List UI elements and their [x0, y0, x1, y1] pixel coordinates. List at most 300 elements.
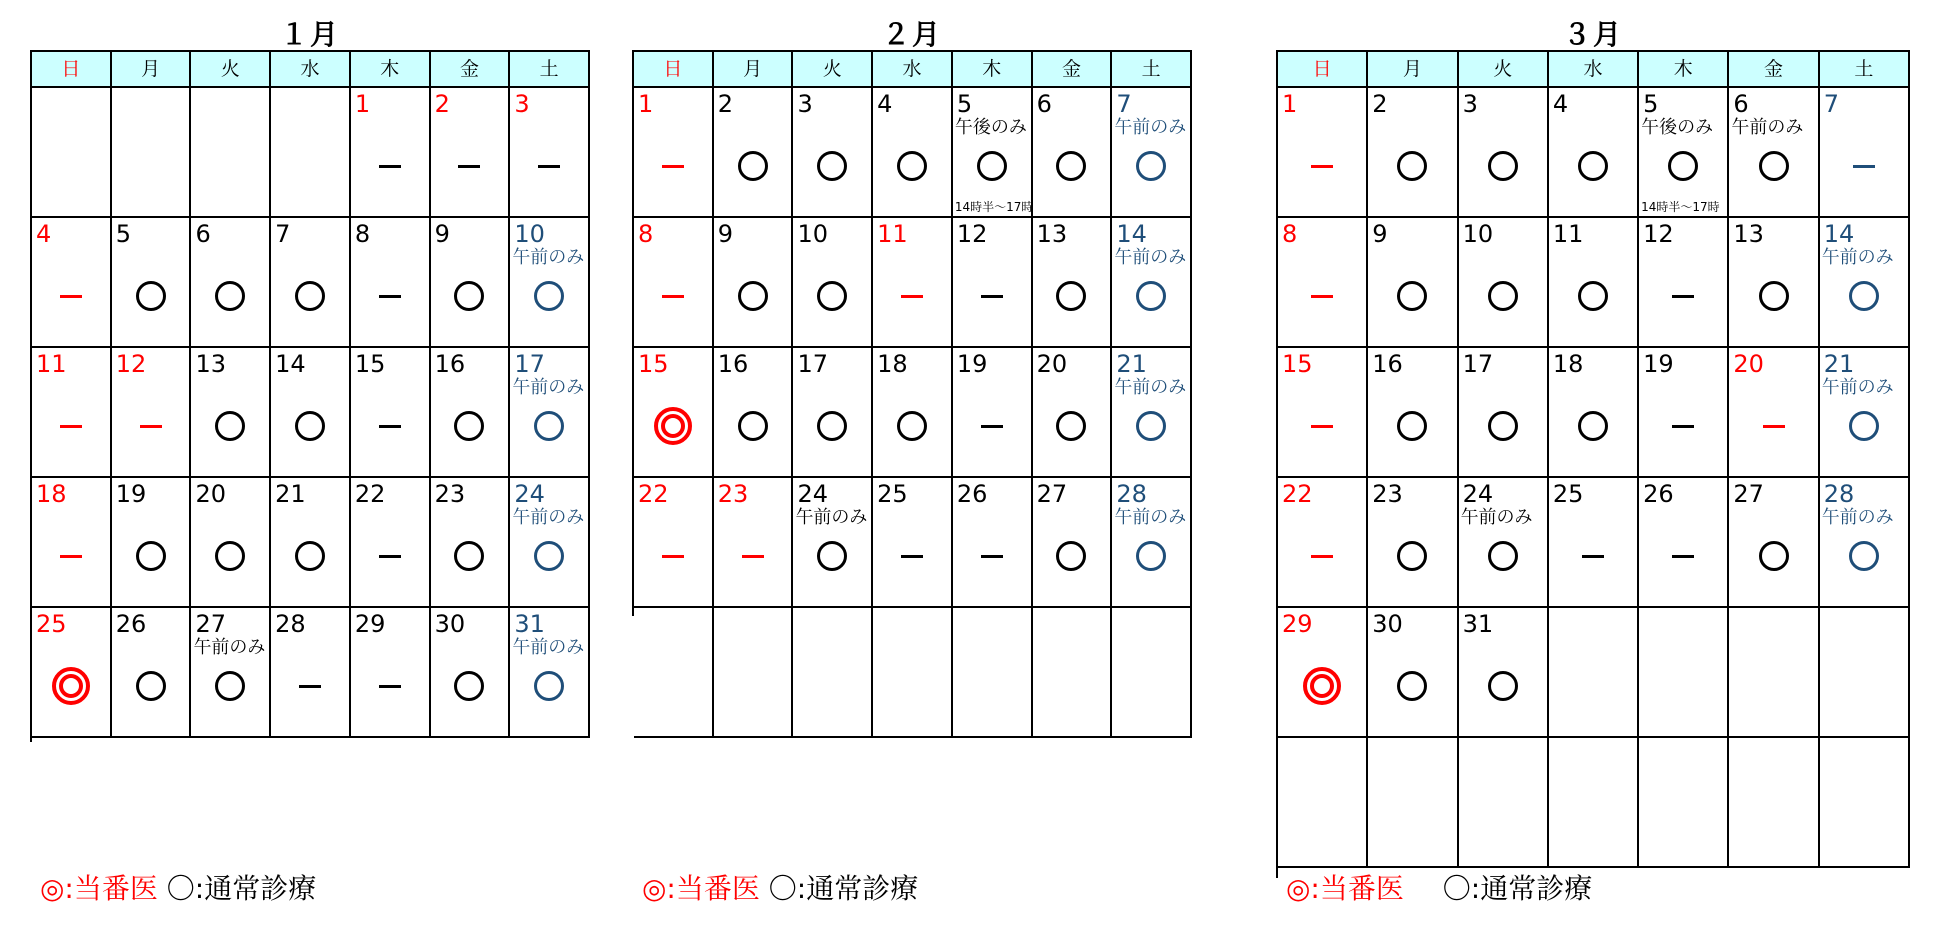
closed-mark: [351, 146, 429, 186]
legend-duty-doctor: ◎:当番医: [1286, 872, 1404, 905]
day-number: 4: [36, 220, 52, 248]
closed-mark: [1639, 276, 1727, 316]
normal-clinic-mark: [271, 276, 349, 316]
day-cell: [953, 218, 1033, 346]
closed-mark: [1639, 536, 1727, 576]
day-cell: [634, 478, 714, 606]
normal-clinic-mark: [1033, 536, 1111, 576]
day-number: 29: [1282, 610, 1313, 638]
mark-icon: [1397, 281, 1427, 311]
day-number: 18: [36, 480, 67, 508]
empty-cell: [1549, 608, 1639, 736]
normal-clinic-mark: [1459, 406, 1547, 446]
day-number: 27: [195, 610, 226, 638]
day-number: 12: [956, 220, 988, 248]
mark-icon: [215, 541, 245, 571]
normal-clinic-mark: [191, 276, 269, 316]
mark-icon: [1488, 411, 1518, 441]
day-number: 16: [434, 350, 466, 378]
day-cell: [32, 608, 112, 736]
mark-icon: [738, 151, 768, 181]
mark-icon: [817, 411, 847, 441]
day-number: 2: [434, 90, 450, 118]
day-number: 6: [1733, 90, 1749, 118]
day-cell: [1549, 88, 1639, 216]
normal-clinic-mark: [191, 666, 269, 706]
calendar-february: [632, 20, 1192, 616]
day-number: 18: [877, 350, 908, 378]
weekday-label: 月: [714, 52, 794, 86]
week-row: [32, 478, 590, 608]
weekday-label: 木: [1639, 52, 1729, 86]
day-cell: [431, 348, 511, 476]
normal-clinic-mark: [1368, 276, 1456, 316]
day-number: 2: [1372, 90, 1388, 118]
day-cell: [873, 218, 953, 346]
day-number: 31: [1462, 610, 1494, 638]
mark-icon: [1849, 541, 1879, 571]
empty-cell: [1820, 608, 1910, 736]
mark-icon: [1668, 151, 1698, 181]
day-number: 24: [514, 480, 545, 508]
closed-mark: [634, 536, 712, 576]
day-cell: [714, 348, 794, 476]
empty-cell: [714, 608, 794, 736]
calendar-march: [1276, 20, 1910, 878]
day-number: 19: [115, 480, 147, 508]
mark-icon: [1056, 281, 1086, 311]
mark-icon: [1311, 165, 1333, 168]
day-cell: [32, 218, 112, 346]
normal-clinic-mark: [271, 406, 349, 446]
morning-clinic-mark: [510, 536, 588, 576]
normal-clinic-mark: [1459, 666, 1547, 706]
day-number: 20: [1036, 350, 1068, 378]
hours-note: 午後のみ: [1641, 117, 1714, 138]
day-cell: [1278, 218, 1368, 346]
empty-cell: [1033, 608, 1113, 736]
day-number: 4: [1552, 90, 1569, 118]
day-cell: [1549, 478, 1639, 606]
week-row: [1278, 88, 1910, 218]
empty-cell: [793, 608, 873, 736]
day-cell: [1639, 88, 1729, 216]
empty-cell: [1639, 738, 1729, 866]
day-cell: [351, 88, 431, 216]
day-cell: [714, 218, 794, 346]
day-number: 1: [638, 90, 654, 118]
mark-icon: [379, 165, 401, 168]
day-cell: [112, 478, 192, 606]
mark-icon: [1311, 555, 1333, 558]
mark-icon: [662, 555, 684, 558]
legend-duty-doctor: ◎:当番医: [642, 872, 760, 905]
normal-clinic-mark: [431, 536, 509, 576]
normal-clinic-mark: [1368, 666, 1456, 706]
day-number: 12: [1643, 220, 1674, 248]
day-number: 13: [1036, 220, 1068, 248]
mark-icon: [534, 411, 564, 441]
day-number: 16: [1372, 350, 1403, 378]
day-number: 15: [638, 350, 669, 378]
closed-mark: [1549, 536, 1637, 576]
weekday-label: 日: [1278, 52, 1368, 86]
normal-clinic-mark: [1729, 276, 1817, 316]
day-number: 26: [115, 610, 147, 638]
closed-mark: [873, 276, 951, 316]
legend-normal-clinic: 〇:通常診療: [768, 872, 919, 905]
day-cell: [1033, 88, 1113, 216]
mark-icon: [817, 151, 847, 181]
day-cell: [191, 218, 271, 346]
day-cell: [1639, 218, 1729, 346]
mark-icon: [901, 555, 923, 558]
mark-icon: [1578, 281, 1608, 311]
weekday-header: [1278, 52, 1910, 88]
weekday-label: 水: [1549, 52, 1639, 86]
day-number: 20: [195, 480, 226, 508]
closed-mark: [510, 146, 588, 186]
week-row: [634, 348, 1192, 478]
mark-icon: [379, 425, 401, 428]
duty-doctor-mark: [32, 666, 110, 706]
mark-icon: [136, 671, 166, 701]
hours-note: 午前のみ: [1821, 507, 1894, 528]
day-number: 5: [1643, 90, 1659, 118]
empty-cell: [32, 88, 112, 216]
day-cell: [953, 88, 1033, 216]
normal-clinic-mark: [191, 536, 269, 576]
closed-mark: [1278, 536, 1366, 576]
day-cell: [1459, 218, 1549, 346]
mark-icon: [136, 541, 166, 571]
day-number: 25: [877, 480, 908, 508]
day-number: 10: [797, 220, 828, 248]
day-number: 15: [354, 350, 386, 378]
day-number: 15: [1282, 350, 1313, 378]
day-number: 9: [717, 220, 733, 248]
hours-detail: 14時半～17時: [954, 200, 1034, 214]
mark-icon: [1849, 281, 1879, 311]
mark-icon: [1488, 281, 1518, 311]
mark-icon: [738, 411, 768, 441]
closed-mark: [351, 666, 429, 706]
day-cell: [271, 348, 351, 476]
hours-note: 午前のみ: [512, 637, 585, 658]
mark-icon: [295, 281, 325, 311]
mark-icon: [662, 165, 684, 168]
morning-clinic-mark: [510, 276, 588, 316]
weekday-label: 日: [634, 52, 714, 86]
mark-icon: [454, 541, 484, 571]
day-number: 23: [1372, 480, 1403, 508]
day-number: 7: [1116, 90, 1132, 118]
mark-icon: [1488, 541, 1518, 571]
normal-clinic-mark: [1459, 276, 1547, 316]
mark-icon: [534, 281, 564, 311]
day-cell: [351, 218, 431, 346]
day-number: 5: [115, 220, 131, 248]
day-cell: [873, 88, 953, 216]
mark-icon: [215, 671, 245, 701]
empty-cell: [191, 88, 271, 216]
day-cell: [953, 478, 1033, 606]
mark-icon: [1763, 425, 1785, 428]
empty-cell: [1639, 608, 1729, 736]
hours-note: 午前のみ: [512, 507, 585, 528]
empty-cell: [873, 608, 953, 736]
day-cell: [112, 608, 192, 736]
mark-icon: [1578, 151, 1608, 181]
day-cell: [634, 88, 714, 216]
mark-icon: [1672, 555, 1694, 558]
mark-icon: [60, 425, 82, 428]
legend-normal-clinic: 〇:通常診療: [1442, 872, 1593, 905]
normal-clinic-mark: [1549, 406, 1637, 446]
day-number: 27: [1733, 480, 1764, 508]
mark-icon: [1578, 411, 1608, 441]
day-number: 13: [1733, 220, 1764, 248]
day-number: 22: [638, 480, 669, 508]
calendar-grid: [1276, 50, 1910, 878]
mark-icon: [1759, 541, 1789, 571]
day-cell: [1368, 348, 1458, 476]
empty-cell: [271, 88, 351, 216]
weekday-label: 日: [32, 52, 112, 86]
morning-clinic-mark: [510, 406, 588, 446]
day-number: 28: [275, 610, 306, 638]
normal-clinic-mark: [714, 406, 792, 446]
day-cell: [1033, 348, 1113, 476]
closed-mark: [953, 536, 1031, 576]
normal-clinic-mark: [271, 536, 349, 576]
day-number: 3: [797, 90, 813, 118]
normal-clinic-mark: [873, 406, 951, 446]
mark-icon: [1311, 295, 1333, 298]
week-row: [634, 608, 1192, 738]
mark-icon: [981, 425, 1003, 428]
day-cell: [32, 478, 112, 606]
day-number: 1: [354, 90, 371, 118]
day-number: 22: [1282, 480, 1313, 508]
day-number: 3: [514, 90, 530, 118]
day-cell: [351, 478, 431, 606]
day-number: 12: [115, 350, 147, 378]
mark-icon: [136, 281, 166, 311]
mark-icon: [52, 667, 90, 705]
normal-clinic-mark: [793, 146, 871, 186]
mark-icon: [538, 165, 560, 168]
weekday-label: 月: [1368, 52, 1458, 86]
day-cell: [1729, 478, 1819, 606]
mark-icon: [1136, 151, 1166, 181]
mark-icon: [379, 685, 401, 688]
day-cell: [1368, 218, 1458, 346]
mark-icon: [1136, 281, 1166, 311]
mark-icon: [817, 281, 847, 311]
day-number: 8: [354, 220, 371, 248]
day-number: 14: [1823, 220, 1855, 248]
day-cell: [1549, 348, 1639, 476]
empty-cell: [1549, 738, 1639, 866]
closed-mark: [1278, 146, 1366, 186]
closed-mark: [271, 666, 349, 706]
day-number: 1: [1282, 90, 1298, 118]
normal-clinic-mark: [431, 276, 509, 316]
normal-clinic-mark: [431, 666, 509, 706]
week-row: [32, 608, 590, 738]
hours-note: 午前のみ: [795, 507, 868, 528]
day-cell: [1459, 608, 1549, 736]
day-cell: [32, 348, 112, 476]
weekday-label: 土: [1820, 52, 1910, 86]
mark-icon: [1397, 541, 1427, 571]
mark-icon: [1853, 165, 1875, 168]
day-number: 17: [797, 350, 828, 378]
day-cell: [1820, 348, 1910, 476]
day-number: 24: [797, 480, 828, 508]
weekday-label: 土: [1112, 52, 1192, 86]
mark-icon: [1759, 151, 1789, 181]
closed-mark: [431, 146, 509, 186]
week-row: [1278, 348, 1910, 478]
empty-cell: [1729, 738, 1819, 866]
day-number: 4: [877, 90, 893, 118]
morning-clinic-mark: [1112, 536, 1190, 576]
mark-icon: [742, 555, 764, 558]
day-cell: [510, 88, 590, 216]
mark-icon: [295, 411, 325, 441]
mark-icon: [454, 281, 484, 311]
legend-january: [40, 872, 316, 906]
weekday-label: 水: [873, 52, 953, 86]
weekday-label: 火: [191, 52, 271, 86]
mark-icon: [1488, 671, 1518, 701]
day-cell: [1112, 88, 1192, 216]
mark-icon: [981, 295, 1003, 298]
mark-icon: [458, 165, 480, 168]
weekday-label: 火: [793, 52, 873, 86]
normal-clinic-mark: [1639, 146, 1727, 186]
week-row: [1278, 738, 1910, 868]
mark-icon: [215, 281, 245, 311]
hours-note: 午前のみ: [512, 377, 585, 398]
day-cell: [1278, 478, 1368, 606]
day-cell: [1033, 478, 1113, 606]
morning-clinic-mark: [1820, 276, 1908, 316]
mark-icon: [140, 425, 162, 428]
day-cell: [1639, 348, 1729, 476]
legend-normal-clinic: 〇:通常診療: [166, 872, 317, 905]
mark-icon: [1582, 555, 1604, 558]
day-number: 17: [1462, 350, 1494, 378]
normal-clinic-mark: [1729, 146, 1817, 186]
normal-clinic-mark: [112, 666, 190, 706]
hours-note: 午前のみ: [1821, 377, 1894, 398]
legend-february: [642, 872, 918, 906]
day-cell: [510, 478, 590, 606]
day-number: 11: [36, 350, 67, 378]
day-number: 20: [1733, 350, 1764, 378]
morning-clinic-mark: [1820, 536, 1908, 576]
closed-mark: [1729, 406, 1817, 446]
mark-icon: [1672, 425, 1694, 428]
normal-clinic-mark: [793, 276, 871, 316]
empty-cell: [1820, 738, 1910, 866]
day-number: 8: [638, 220, 654, 248]
day-cell: [510, 608, 590, 736]
normal-clinic-mark: [1033, 146, 1111, 186]
closed-mark: [1820, 146, 1908, 186]
empty-cell: [953, 608, 1033, 736]
day-number: 17: [514, 350, 545, 378]
week-row: [32, 348, 590, 478]
day-number: 26: [956, 480, 988, 508]
day-cell: [431, 608, 511, 736]
mark-icon: [454, 671, 484, 701]
day-number: 9: [434, 220, 450, 248]
day-cell: [1459, 478, 1549, 606]
mark-icon: [299, 685, 321, 688]
day-cell: [112, 348, 192, 476]
closed-mark: [634, 276, 712, 316]
mark-icon: [534, 541, 564, 571]
day-cell: [271, 608, 351, 736]
day-number: 23: [434, 480, 466, 508]
empty-cell: [634, 608, 714, 736]
day-number: 25: [1552, 480, 1584, 508]
day-number: 21: [275, 480, 306, 508]
normal-clinic-mark: [714, 276, 792, 316]
closed-mark: [32, 406, 110, 446]
day-cell: [271, 218, 351, 346]
day-cell: [1368, 608, 1458, 736]
mark-icon: [1488, 151, 1518, 181]
morning-clinic-mark: [1112, 406, 1190, 446]
closed-mark: [351, 536, 429, 576]
mark-icon: [1311, 425, 1333, 428]
normal-clinic-mark: [714, 146, 792, 186]
mark-icon: [1056, 541, 1086, 571]
calendar-january: [30, 20, 590, 742]
closed-mark: [32, 536, 110, 576]
day-number: 31: [514, 610, 545, 638]
day-number: 5: [956, 90, 973, 118]
mark-icon: [981, 555, 1003, 558]
day-cell: [271, 478, 351, 606]
calendar-grid: [30, 50, 590, 742]
day-number: 10: [1462, 220, 1494, 248]
hours-note: 午前のみ: [512, 247, 585, 268]
week-row: [634, 218, 1192, 348]
day-number: 30: [1372, 610, 1403, 638]
closed-mark: [112, 406, 190, 446]
day-cell: [634, 218, 714, 346]
legend-duty-doctor: ◎:当番医: [40, 872, 158, 905]
mark-icon: [901, 295, 923, 298]
closed-mark: [953, 406, 1031, 446]
week-row: [634, 88, 1192, 218]
day-number: 23: [717, 480, 749, 508]
day-cell: [431, 478, 511, 606]
day-number: 19: [956, 350, 988, 378]
weekday-label: 金: [1033, 52, 1113, 86]
day-number: 10: [514, 220, 545, 248]
normal-clinic-mark: [1368, 146, 1456, 186]
day-number: 3: [1462, 90, 1478, 118]
closed-mark: [714, 536, 792, 576]
mark-icon: [977, 151, 1007, 181]
